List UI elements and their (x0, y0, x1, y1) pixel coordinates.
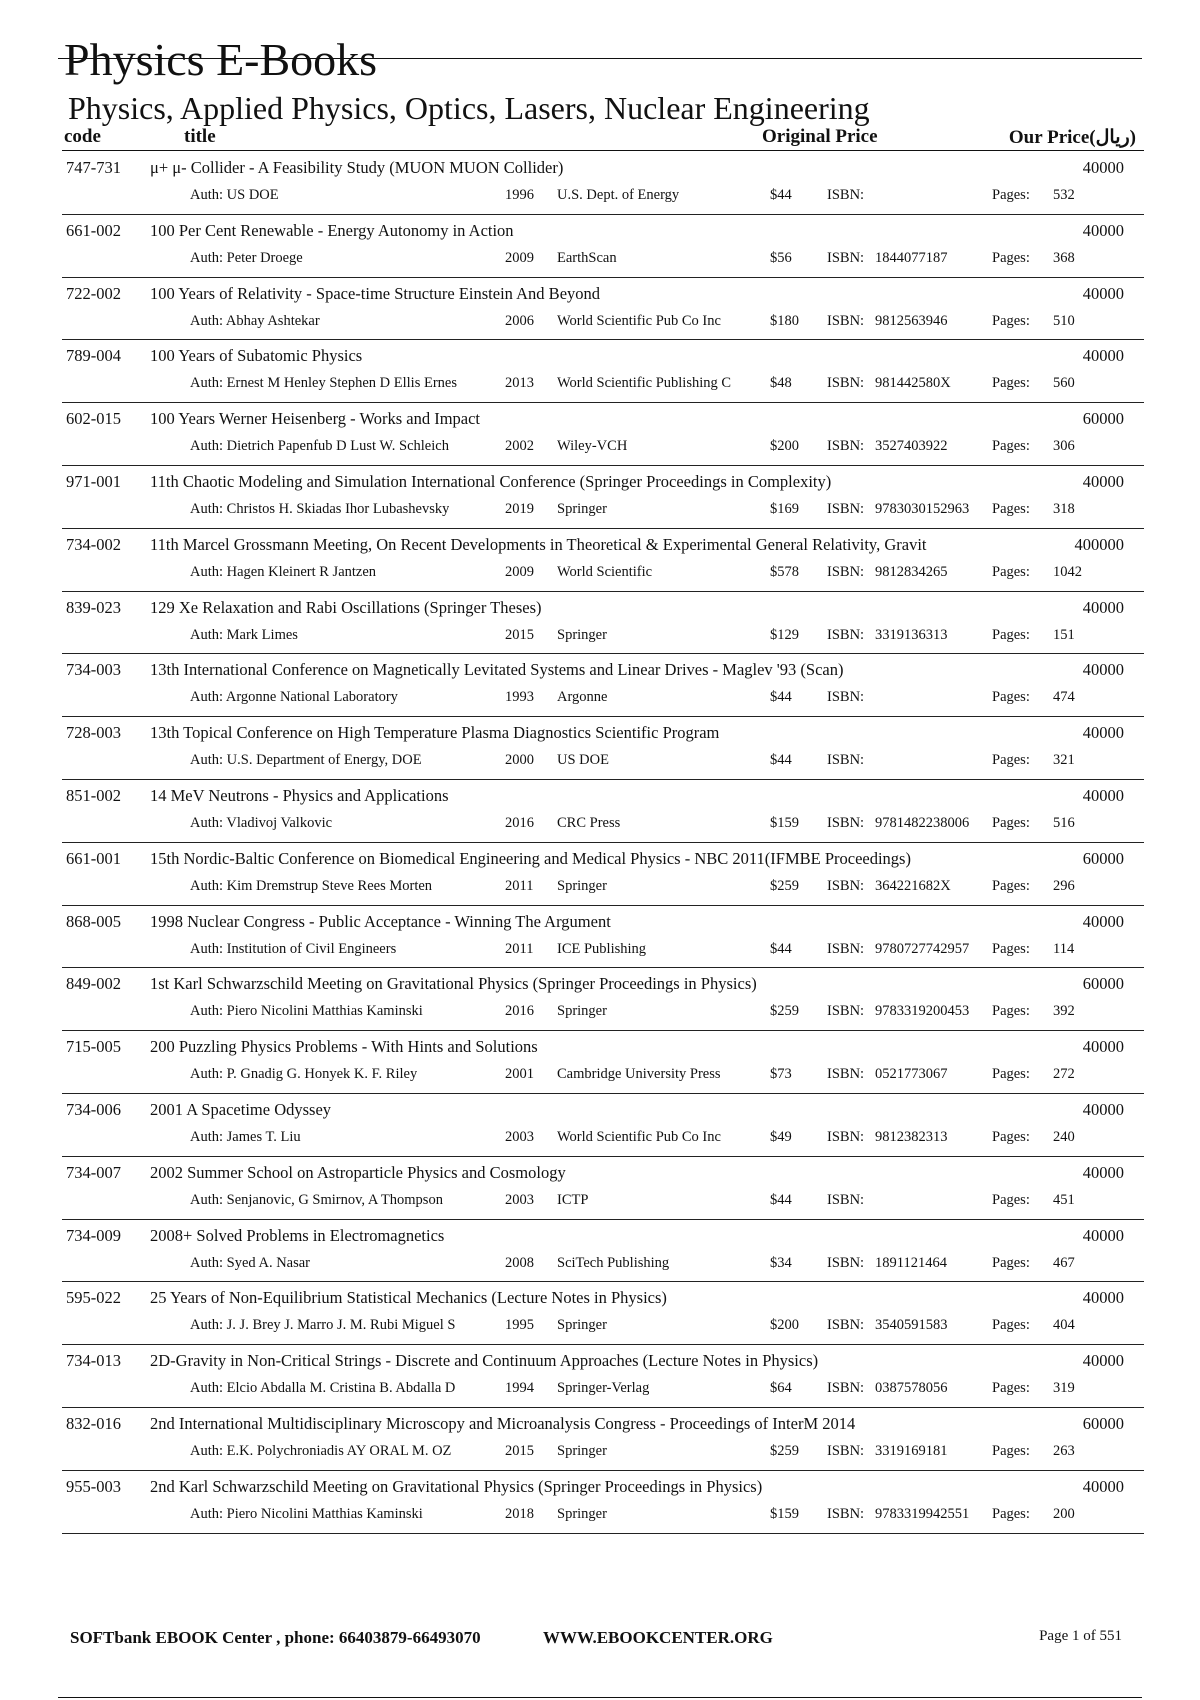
entry-isbn-label: ISBN: (827, 1442, 865, 1459)
entry-code: 839-023 (66, 597, 121, 617)
entry-code: 602-015 (66, 409, 121, 429)
entry-year: 2016 (505, 1003, 534, 1020)
entry-author: Auth: Syed A. Nasar (190, 1254, 311, 1271)
entry-our-price: 40000 (1082, 660, 1124, 680)
entry-code: 734-003 (66, 660, 121, 680)
entry-our-price: 40000 (1082, 911, 1124, 931)
entry-our-price: 40000 (1082, 1162, 1124, 1182)
entry-pages: 318 (1053, 500, 1075, 517)
book-entry (62, 1220, 1144, 1283)
book-entry (62, 1094, 1144, 1157)
entry-original-price: $44 (770, 1191, 792, 1208)
entry-author: Auth: Dietrich Papenfub D Lust W. Schleich (190, 438, 449, 455)
entry-isbn-label: ISBN: (827, 438, 865, 455)
entry-pages-label: Pages: (992, 1128, 1030, 1145)
entry-isbn: 9812834265 (875, 563, 948, 580)
entry-our-price: 60000 (1082, 848, 1124, 868)
entry-original-price: $159 (770, 1505, 799, 1522)
entry-code: 849-002 (66, 974, 121, 994)
entry-code: 832-016 (66, 1413, 121, 1433)
entry-pages-label: Pages: (992, 940, 1030, 957)
entry-year: 2002 (505, 438, 534, 455)
entry-publisher: Springer (557, 877, 607, 894)
entry-our-price: 40000 (1082, 1225, 1124, 1245)
entry-isbn: 9812563946 (875, 312, 948, 329)
entry-title: 15th Nordic-Baltic Conference on Biomedical Engineering and Medical Physics - NBC 2011(IFMBE Proceedings) (150, 848, 911, 868)
entry-our-price: 40000 (1082, 220, 1124, 240)
entry-pages: 392 (1053, 1003, 1075, 1020)
entry-isbn-label: ISBN: (827, 1066, 865, 1083)
entry-isbn: 9812382313 (875, 1128, 948, 1145)
entry-original-price: $169 (770, 500, 799, 517)
entry-pages: 306 (1053, 438, 1075, 455)
entry-pages-label: Pages: (992, 1254, 1030, 1271)
entry-code: 747-731 (66, 158, 121, 177)
entry-publisher: Argonne (557, 689, 608, 706)
entry-code: 661-002 (66, 220, 121, 240)
book-entry (62, 340, 1144, 403)
entry-our-price: 40000 (1082, 1351, 1124, 1371)
entry-pages: 200 (1053, 1505, 1075, 1522)
entry-code: 661-001 (66, 848, 121, 868)
entry-author: Auth: Peter Droege (190, 249, 303, 266)
book-entry (62, 215, 1144, 278)
entry-code: 722-002 (66, 283, 121, 303)
entry-our-price: 40000 (1082, 1476, 1124, 1496)
entry-code: 595-022 (66, 1288, 121, 1308)
entry-pages: 474 (1053, 689, 1075, 706)
entry-title: 2001 A Spacetime Odyssey (150, 1099, 332, 1119)
entry-title: 100 Years of Relativity - Space-time Structure Einstein And Beyond (150, 283, 601, 303)
entry-isbn: 0521773067 (875, 1066, 948, 1083)
entry-author: Auth: J. J. Brey J. Marro J. M. Rubi Miguel S (190, 1317, 456, 1334)
entry-pages-label: Pages: (992, 500, 1030, 517)
entry-title: 2D-Gravity in Non-Critical Strings - Discrete and Continuum Approaches (Lecture Notes in Physics) (150, 1351, 819, 1371)
entry-publisher: Springer-Verlag (557, 1380, 650, 1397)
entry-isbn-label: ISBN: (827, 1191, 865, 1208)
entry-our-price: 60000 (1082, 409, 1124, 429)
entry-author: Auth: Mark Limes (190, 626, 298, 643)
entry-our-price: 60000 (1082, 974, 1124, 994)
entry-isbn-label: ISBN: (827, 877, 865, 894)
entry-pages-label: Pages: (992, 563, 1030, 580)
entry-publisher: ICE Publishing (557, 940, 647, 957)
entry-author: Auth: E.K. Polychroniadis AY ORAL M. OZ (190, 1442, 452, 1459)
entry-author: Auth: Elcio Abdalla M. Cristina B. Abdalla D (190, 1380, 456, 1397)
entry-original-price: $159 (770, 814, 799, 831)
entry-pages-label: Pages: (992, 438, 1030, 455)
entry-publisher: Springer (557, 1317, 607, 1334)
entry-original-price: $129 (770, 626, 799, 643)
entry-author: Auth: Christos H. Skiadas Ihor Lubashevsky (190, 500, 450, 517)
entry-pages: 368 (1053, 249, 1075, 266)
header-our-price: Our Price(ریال) (1008, 127, 1136, 148)
entry-publisher: EarthScan (557, 249, 617, 266)
entry-title: 1st Karl Schwarzschild Meeting on Gravitational Physics (Springer Proceedings in Physics) (150, 974, 757, 994)
footer-page-number: Page 1 of 551 (1039, 1628, 1122, 1644)
entry-original-price: $44 (770, 187, 792, 203)
page-title: Physics E-Books (64, 34, 378, 85)
entry-code: 734-013 (66, 1351, 121, 1371)
entry-isbn: 3319136313 (875, 626, 948, 643)
entry-publisher: Cambridge University Press (557, 1066, 721, 1083)
entry-code: 734-007 (66, 1162, 121, 1182)
book-entry (62, 278, 1144, 341)
entry-isbn-label: ISBN: (827, 752, 865, 769)
entry-isbn-label: ISBN: (827, 563, 865, 580)
entry-code: 728-003 (66, 723, 121, 743)
entry-author: Auth: Ernest M Henley Stephen D Ellis Ernes (190, 375, 457, 392)
entry-year: 2006 (505, 312, 534, 329)
entry-isbn: 3540591583 (875, 1317, 948, 1334)
entry-author: Auth: James T. Liu (190, 1128, 301, 1145)
entry-pages: 467 (1053, 1254, 1075, 1271)
entry-pages-label: Pages: (992, 814, 1030, 831)
entry-isbn-label: ISBN: (827, 814, 865, 831)
entry-publisher: World Scientific Pub Co Inc (557, 1128, 721, 1145)
entry-pages-label: Pages: (992, 877, 1030, 894)
entry-year: 2013 (505, 375, 534, 392)
entry-our-price: 40000 (1082, 785, 1124, 805)
entry-isbn-label: ISBN: (827, 1380, 865, 1397)
book-entry (62, 717, 1144, 780)
entry-author: Auth: Hagen Kleinert R Jantzen (190, 563, 377, 580)
entry-publisher: US DOE (557, 752, 609, 769)
entry-author: Auth: Senjanovic, G Smirnov, A Thompson (190, 1191, 443, 1208)
entry-pages-label: Pages: (992, 187, 1030, 203)
entry-publisher: Springer (557, 500, 607, 517)
entry-year: 2015 (505, 1442, 534, 1459)
entry-original-price: $44 (770, 689, 792, 706)
entry-title: 13th International Conference on Magnetically Levitated Systems and Linear Drives - Maglev '93 (Scan) (150, 660, 844, 680)
book-entry (62, 529, 1144, 592)
entry-pages: 404 (1053, 1317, 1075, 1334)
header-original-price: Original Price (762, 126, 878, 147)
book-entry (62, 1157, 1144, 1220)
entry-title: 13th Topical Conference on High Temperature Plasma Diagnostics Scientific Program (150, 723, 720, 743)
entry-isbn: 9780727742957 (875, 940, 970, 957)
entry-pages-label: Pages: (992, 626, 1030, 643)
entry-title: 100 Years Werner Heisenberg - Works and Impact (150, 409, 481, 429)
entry-original-price: $44 (770, 752, 792, 769)
book-list (62, 152, 1144, 1534)
entry-year: 2009 (505, 249, 534, 266)
entry-author: Auth: Vladivoj Valkovic (190, 814, 333, 831)
book-entry (62, 1031, 1144, 1094)
entry-author: Auth: Piero Nicolini Matthias Kaminski (190, 1003, 423, 1020)
entry-original-price: $64 (770, 1380, 792, 1397)
entry-year: 2003 (505, 1128, 534, 1145)
entry-our-price: 40000 (1082, 1099, 1124, 1119)
book-entry (62, 1471, 1144, 1534)
entry-original-price: $34 (770, 1254, 792, 1271)
entry-author: Auth: US DOE (190, 187, 279, 203)
entry-publisher: Wiley-VCH (557, 438, 628, 455)
entry-our-price: 400000 (1074, 534, 1124, 554)
footer-website[interactable]: WWW.EBOOKCENTER.ORG (543, 1628, 773, 1647)
entry-code: 971-001 (66, 471, 121, 491)
entry-isbn: 9783319200453 (875, 1003, 970, 1020)
header-title: title (184, 126, 216, 147)
entry-code: 851-002 (66, 785, 121, 805)
entry-title: 2008+ Solved Problems in Electromagnetics (150, 1225, 445, 1245)
entry-original-price: $259 (770, 1003, 799, 1020)
page-subtitle: Physics, Applied Physics, Optics, Lasers, Nuclear Engineering (68, 90, 870, 126)
entry-pages: 1042 (1053, 563, 1082, 580)
entry-isbn: 364221682X (875, 877, 951, 894)
entry-pages-label: Pages: (992, 689, 1030, 706)
entry-code: 715-005 (66, 1037, 121, 1057)
entry-author: Auth: Piero Nicolini Matthias Kaminski (190, 1505, 423, 1522)
entry-pages: 263 (1053, 1442, 1075, 1459)
entry-original-price: $200 (770, 1317, 799, 1334)
entry-publisher: CRC Press (557, 814, 621, 831)
entry-title: 11th Marcel Grossmann Meeting, On Recent Developments in Theoretical & Experimental General Relativity, Gravit (150, 534, 927, 554)
entry-publisher: Springer (557, 1505, 607, 1522)
entry-pages-label: Pages: (992, 312, 1030, 329)
entry-title: 2nd Karl Schwarzschild Meeting on Gravitational Physics (Springer Proceedings in Physics) (150, 1476, 763, 1496)
entry-our-price: 40000 (1082, 1288, 1124, 1308)
entry-year: 1995 (505, 1317, 534, 1334)
entry-isbn: 1891121464 (875, 1254, 947, 1271)
entry-title: 14 MeV Neutrons - Physics and Applications (150, 785, 449, 805)
entry-original-price: $180 (770, 312, 799, 329)
header-code: code (64, 126, 101, 147)
book-entry (62, 1345, 1144, 1408)
entry-title: 129 Xe Relaxation and Rabi Oscillations (Springer Theses) (150, 597, 542, 617)
entry-code: 734-006 (66, 1099, 121, 1119)
entry-isbn-label: ISBN: (827, 375, 865, 392)
entry-year: 2015 (505, 626, 534, 643)
entry-title: 25 Years of Non-Equilibrium Statistical Mechanics (Lecture Notes in Physics) (150, 1288, 667, 1308)
entry-pages-label: Pages: (992, 1066, 1030, 1083)
entry-our-price: 40000 (1082, 158, 1124, 177)
entry-title: 100 Per Cent Renewable - Energy Autonomy in Action (150, 220, 514, 240)
entry-author: Auth: Argonne National Laboratory (190, 689, 398, 706)
entry-pages-label: Pages: (992, 1003, 1030, 1020)
entry-isbn-label: ISBN: (827, 249, 865, 266)
entry-pages: 321 (1053, 752, 1075, 769)
entry-pages-label: Pages: (992, 1380, 1030, 1397)
entry-isbn: 3319169181 (875, 1442, 948, 1459)
entry-original-price: $56 (770, 249, 792, 266)
entry-author: Auth: Institution of Civil Engineers (190, 940, 397, 957)
entry-isbn-label: ISBN: (827, 1505, 865, 1522)
entry-isbn-label: ISBN: (827, 689, 865, 706)
entry-year: 2011 (505, 940, 534, 957)
entry-title: 1998 Nuclear Congress - Public Acceptance - Winning The Argument (150, 911, 611, 931)
bottom-rule (58, 1697, 1142, 1698)
entry-pages: 516 (1053, 814, 1075, 831)
book-entry (62, 403, 1144, 466)
entry-year: 2001 (505, 1066, 534, 1083)
book-entry (62, 780, 1144, 843)
entry-our-price: 40000 (1082, 346, 1124, 366)
entry-original-price: $49 (770, 1128, 792, 1145)
entry-publisher: ICTP (557, 1191, 589, 1208)
entry-original-price: $259 (770, 1442, 799, 1459)
entry-code: 868-005 (66, 911, 121, 931)
entry-publisher: Springer (557, 626, 607, 643)
entry-pages: 114 (1053, 940, 1075, 957)
entry-year: 2011 (505, 877, 534, 894)
entry-publisher: Springer (557, 1442, 607, 1459)
entry-pages: 451 (1053, 1191, 1075, 1208)
book-entry (62, 152, 1144, 215)
entry-title: 2nd International Multidisciplinary Microscopy and Microanalysis Congress - Proceedings of InterM 2014 (150, 1413, 856, 1433)
entry-isbn-label: ISBN: (827, 187, 865, 203)
entry-isbn: 9783319942551 (875, 1505, 970, 1522)
entry-isbn-label: ISBN: (827, 1317, 865, 1334)
entry-author: Auth: U.S. Department of Energy, DOE (190, 752, 422, 769)
entry-original-price: $48 (770, 375, 792, 392)
entry-isbn-label: ISBN: (827, 1003, 865, 1020)
entry-isbn: 3527403922 (875, 438, 948, 455)
entry-author: Auth: P. Gnadig G. Honyek K. F. Riley (190, 1066, 418, 1083)
entry-isbn: 0387578056 (875, 1380, 948, 1397)
entry-pages-label: Pages: (992, 375, 1030, 392)
entry-code: 789-004 (66, 346, 121, 366)
entry-pages-label: Pages: (992, 1191, 1030, 1208)
book-entry (62, 1408, 1144, 1471)
entry-publisher: SciTech Publishing (557, 1254, 670, 1271)
entry-year: 2009 (505, 563, 534, 580)
entry-original-price: $259 (770, 877, 799, 894)
entry-isbn-label: ISBN: (827, 1254, 865, 1271)
title-rule (58, 58, 1142, 59)
entry-original-price: $578 (770, 563, 799, 580)
entry-pages: 510 (1053, 312, 1075, 329)
entry-our-price: 40000 (1082, 723, 1124, 743)
entry-our-price: 60000 (1082, 1413, 1124, 1433)
entry-original-price: $73 (770, 1066, 792, 1083)
entry-isbn-label: ISBN: (827, 500, 865, 517)
entry-pages-label: Pages: (992, 1442, 1030, 1459)
column-headers (62, 126, 1144, 150)
entry-original-price: $44 (770, 940, 792, 957)
entry-pages: 319 (1053, 1380, 1075, 1397)
header-rule (62, 150, 1144, 151)
entry-title: 11th Chaotic Modeling and Simulation International Conference (Springer Proceedings in Complexity) (150, 471, 832, 491)
entry-isbn: 1844077187 (875, 249, 948, 266)
entry-original-price: $200 (770, 438, 799, 455)
entry-pages: 296 (1053, 877, 1075, 894)
entry-isbn-label: ISBN: (827, 1128, 865, 1145)
entry-year: 2000 (505, 752, 534, 769)
entry-isbn: 9781482238006 (875, 814, 970, 831)
book-entry (62, 968, 1144, 1031)
entry-our-price: 40000 (1082, 471, 1124, 491)
book-entry (62, 843, 1144, 906)
entry-year: 1993 (505, 689, 534, 706)
entry-code: 955-003 (66, 1476, 121, 1496)
entry-code: 734-002 (66, 534, 121, 554)
entry-isbn: 9783030152963 (875, 500, 970, 517)
book-entry (62, 654, 1144, 717)
entry-pages: 240 (1053, 1128, 1075, 1145)
entry-our-price: 40000 (1082, 597, 1124, 617)
book-entry (62, 466, 1144, 529)
entry-publisher: Springer (557, 1003, 607, 1020)
entry-publisher: U.S. Dept. of Energy (557, 187, 680, 203)
entry-author: Auth: Abhay Ashtekar (190, 312, 320, 329)
entry-year: 2018 (505, 1505, 534, 1522)
entry-pages-label: Pages: (992, 1505, 1030, 1522)
entry-our-price: 40000 (1082, 283, 1124, 303)
entry-pages-label: Pages: (992, 249, 1030, 266)
entry-pages-label: Pages: (992, 752, 1030, 769)
entry-isbn-label: ISBN: (827, 626, 865, 643)
entry-pages: 272 (1053, 1066, 1075, 1083)
entry-publisher: World Scientific Publishing C (557, 375, 732, 392)
entry-year: 1994 (505, 1380, 534, 1397)
book-entry (62, 1282, 1144, 1345)
footer-company: SOFTbank EBOOK Center , phone: 66403879-66493070 (70, 1628, 481, 1647)
entry-code: 734-009 (66, 1225, 121, 1245)
entry-isbn-label: ISBN: (827, 940, 865, 957)
entry-author: Auth: Kim Dremstrup Steve Rees Morten (190, 877, 433, 894)
book-entry (62, 592, 1144, 655)
entry-title: 200 Puzzling Physics Problems - With Hints and Solutions (150, 1037, 538, 1057)
entry-year: 2003 (505, 1191, 534, 1208)
entry-pages-label: Pages: (992, 1317, 1030, 1334)
entry-our-price: 40000 (1082, 1037, 1124, 1057)
entry-pages: 151 (1053, 626, 1075, 643)
entry-publisher: World Scientific Pub Co Inc (557, 312, 721, 329)
entry-title: μ+ μ- Collider - A Feasibility Study (MUON MUON Collider) (150, 158, 564, 177)
entry-year: 2016 (505, 814, 534, 831)
entry-year: 1996 (505, 187, 534, 203)
entry-pages: 560 (1053, 375, 1075, 392)
book-entry (62, 906, 1144, 969)
entry-publisher: World Scientific (557, 563, 653, 580)
entry-title: 100 Years of Subatomic Physics (150, 346, 363, 366)
entry-title: 2002 Summer School on Astroparticle Physics and Cosmology (150, 1162, 566, 1182)
entry-isbn: 981442580X (875, 375, 951, 392)
entry-year: 2008 (505, 1254, 534, 1271)
entry-year: 2019 (505, 500, 534, 517)
entry-isbn-label: ISBN: (827, 312, 865, 329)
entry-pages: 532 (1053, 187, 1075, 203)
